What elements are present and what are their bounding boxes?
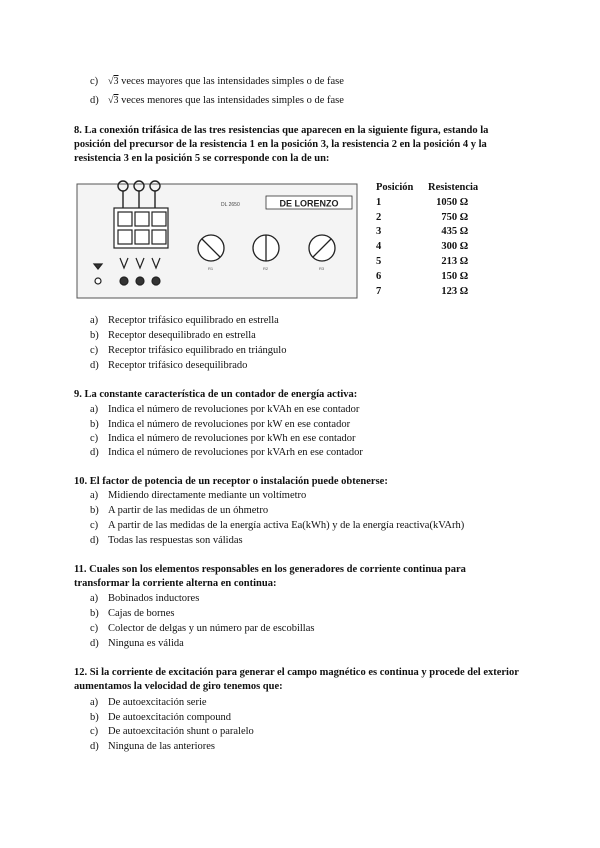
table-row <box>376 225 478 240</box>
table-row <box>376 285 478 300</box>
q10-option-a <box>90 489 306 503</box>
option-text: Bobinados inductores <box>108 593 200 604</box>
option-text: De autoexcitación serie <box>108 697 207 708</box>
q11-option-d <box>90 637 184 651</box>
option-letter: c) <box>90 726 99 737</box>
option-letter: a) <box>90 593 99 604</box>
option-text: Indica el número de revoluciones por kVArh en ese contador <box>108 447 363 458</box>
option-text: Receptor desequilibrado en estrella <box>108 330 256 341</box>
resistor-panel-figure <box>76 176 358 300</box>
q8-option-d <box>90 359 247 373</box>
q8-text: 8. La conexión trifásica de las tres resistencias que aparecen en la siguiente figura, estando la posición del precursor de la resistencia 1 en la posición 3, la resistencia 2 en la posición 4 y la resistencia 3 en la posición 5 se corresponde con la de un: <box>74 125 489 164</box>
option-text: Receptor trifásico desequilibrado <box>108 360 248 371</box>
sqrt-radicand: 3 <box>113 95 119 106</box>
q8-option-a <box>90 314 279 328</box>
cell-resistance: 435 Ω <box>441 226 469 238</box>
table-row <box>376 270 478 285</box>
q10-text: 10. El factor de potencia de un receptor o instalación puede obtenerse: <box>74 476 388 487</box>
option-letter: b) <box>90 505 99 516</box>
sqrt-symbol: √3 <box>108 76 119 87</box>
option-letter: b) <box>90 608 99 619</box>
q12-option-d <box>90 740 215 754</box>
q8-option-c <box>90 344 286 358</box>
q12-option-a <box>90 696 207 710</box>
option-letter: b) <box>90 712 99 723</box>
cell-position: 2 <box>376 211 382 223</box>
q7-option-d <box>90 94 344 108</box>
cell-resistance: 213 Ω <box>441 255 469 267</box>
option-letter: d) <box>90 535 99 546</box>
q9-option-b <box>90 418 350 432</box>
option-letter: c) <box>90 76 99 87</box>
option-text: Receptor trifásico equilibrado en estrella <box>108 315 279 326</box>
option-letter: d) <box>90 95 99 106</box>
q12-text: 12. Si la corriente de excitación para generar el campo magnético es continua y procede del exterior aumentamos la velocidad de giro tenemos que: <box>74 667 519 692</box>
option-text: Colector de delgas y un número par de escobillas <box>108 623 315 634</box>
option-text: De autoexcitación shunt o paralelo <box>108 726 254 737</box>
q9-option-d <box>90 446 363 460</box>
cell-resistance: 300 Ω <box>441 241 469 253</box>
option-text: veces menores que las intensidades simples o de fase <box>118 95 344 106</box>
switch-grid <box>114 208 168 248</box>
cell-position: 6 <box>376 270 382 282</box>
q11-option-b <box>90 607 174 621</box>
cell-resistance: 150 Ω <box>441 270 469 282</box>
option-text: Todas las respuestas son válidas <box>108 535 243 546</box>
option-letter: d) <box>90 447 99 458</box>
table-row <box>376 240 478 255</box>
option-text: Indica el número de revoluciones por kVAh en ese contador <box>108 404 360 415</box>
table-row <box>376 255 478 270</box>
option-text: Indica el número de revoluciones por kW en ese contador <box>108 419 351 430</box>
option-letter: a) <box>90 404 99 415</box>
option-text: Ninguna es válida <box>108 638 184 649</box>
option-text: Receptor trifásico equilibrado en triángulo <box>108 345 287 356</box>
selector-knobs <box>198 235 335 261</box>
option-letter: a) <box>90 697 99 708</box>
q7-option-c <box>90 75 344 89</box>
q10-option-b <box>90 504 268 518</box>
option-text: A partir de las medidas de la energía activa Ea(kWh) y de la energía reactiva(kVArh) <box>108 520 465 531</box>
q10-option-d <box>90 534 243 548</box>
option-letter: b) <box>90 330 99 341</box>
option-letter: c) <box>90 345 99 356</box>
q9-option-a <box>90 403 359 417</box>
option-letter: a) <box>90 490 99 501</box>
q9-option-c <box>90 432 356 446</box>
cell-position: 5 <box>376 255 382 267</box>
option-letter: d) <box>90 360 99 371</box>
option-text: De autoexcitación compound <box>108 712 232 723</box>
cell-position: 1 <box>376 196 382 208</box>
table-header-row <box>376 181 478 196</box>
cell-resistance: 123 Ω <box>441 285 469 297</box>
cell-resistance: 1050 Ω <box>436 196 469 208</box>
cell-resistance: 750 Ω <box>441 211 469 223</box>
option-letter: c) <box>90 433 99 444</box>
cell-position: 4 <box>376 241 382 253</box>
option-letter: c) <box>90 520 99 531</box>
svg-text:R2: R2 <box>263 266 269 271</box>
q10-option-c <box>90 519 464 533</box>
option-text: veces mayores que las intensidades simples o de fase <box>118 76 344 87</box>
table-row <box>376 196 478 211</box>
cell-position: 3 <box>376 226 382 238</box>
q12-option-c <box>90 725 254 739</box>
option-letter: a) <box>90 315 99 326</box>
sqrt-radicand: 3 <box>113 76 119 87</box>
option-letter: d) <box>90 741 99 752</box>
option-text: A partir de las medidas de un óhmetro <box>108 505 269 516</box>
header-resistance: Resistencia <box>428 182 479 193</box>
sqrt-symbol: √3 <box>108 95 119 106</box>
option-text: Cajas de bornes <box>108 608 175 619</box>
resistance-table <box>376 181 478 299</box>
q9-text: 9. La constante característica de un contador de energía activa: <box>74 389 358 400</box>
panel-label: DL 2650 <box>221 202 240 208</box>
option-letter: c) <box>90 623 99 634</box>
option-text: Midiendo directamente mediante un voltímetro <box>108 490 307 501</box>
q11-text: 11. Cuales son los elementos responsables en los generadores de corriente continua para transformar la corriente alterna en continua: <box>74 564 466 589</box>
cell-position: 7 <box>376 285 382 297</box>
option-text: Ninguna de las anteriores <box>108 741 216 752</box>
option-text: Indica el número de revoluciones por kWh en ese contador <box>108 433 356 444</box>
svg-text:R1: R1 <box>208 266 214 271</box>
option-letter: b) <box>90 419 99 430</box>
q11-option-a <box>90 592 199 606</box>
table-row <box>376 211 478 226</box>
q11-option-c <box>90 622 314 636</box>
svg-text:R3: R3 <box>319 266 325 271</box>
brand-logo: DE LORENZO <box>279 198 339 209</box>
q8-option-b <box>90 329 256 343</box>
q12-option-b <box>90 711 231 725</box>
option-letter: d) <box>90 638 99 649</box>
header-position: Posición <box>376 182 414 193</box>
